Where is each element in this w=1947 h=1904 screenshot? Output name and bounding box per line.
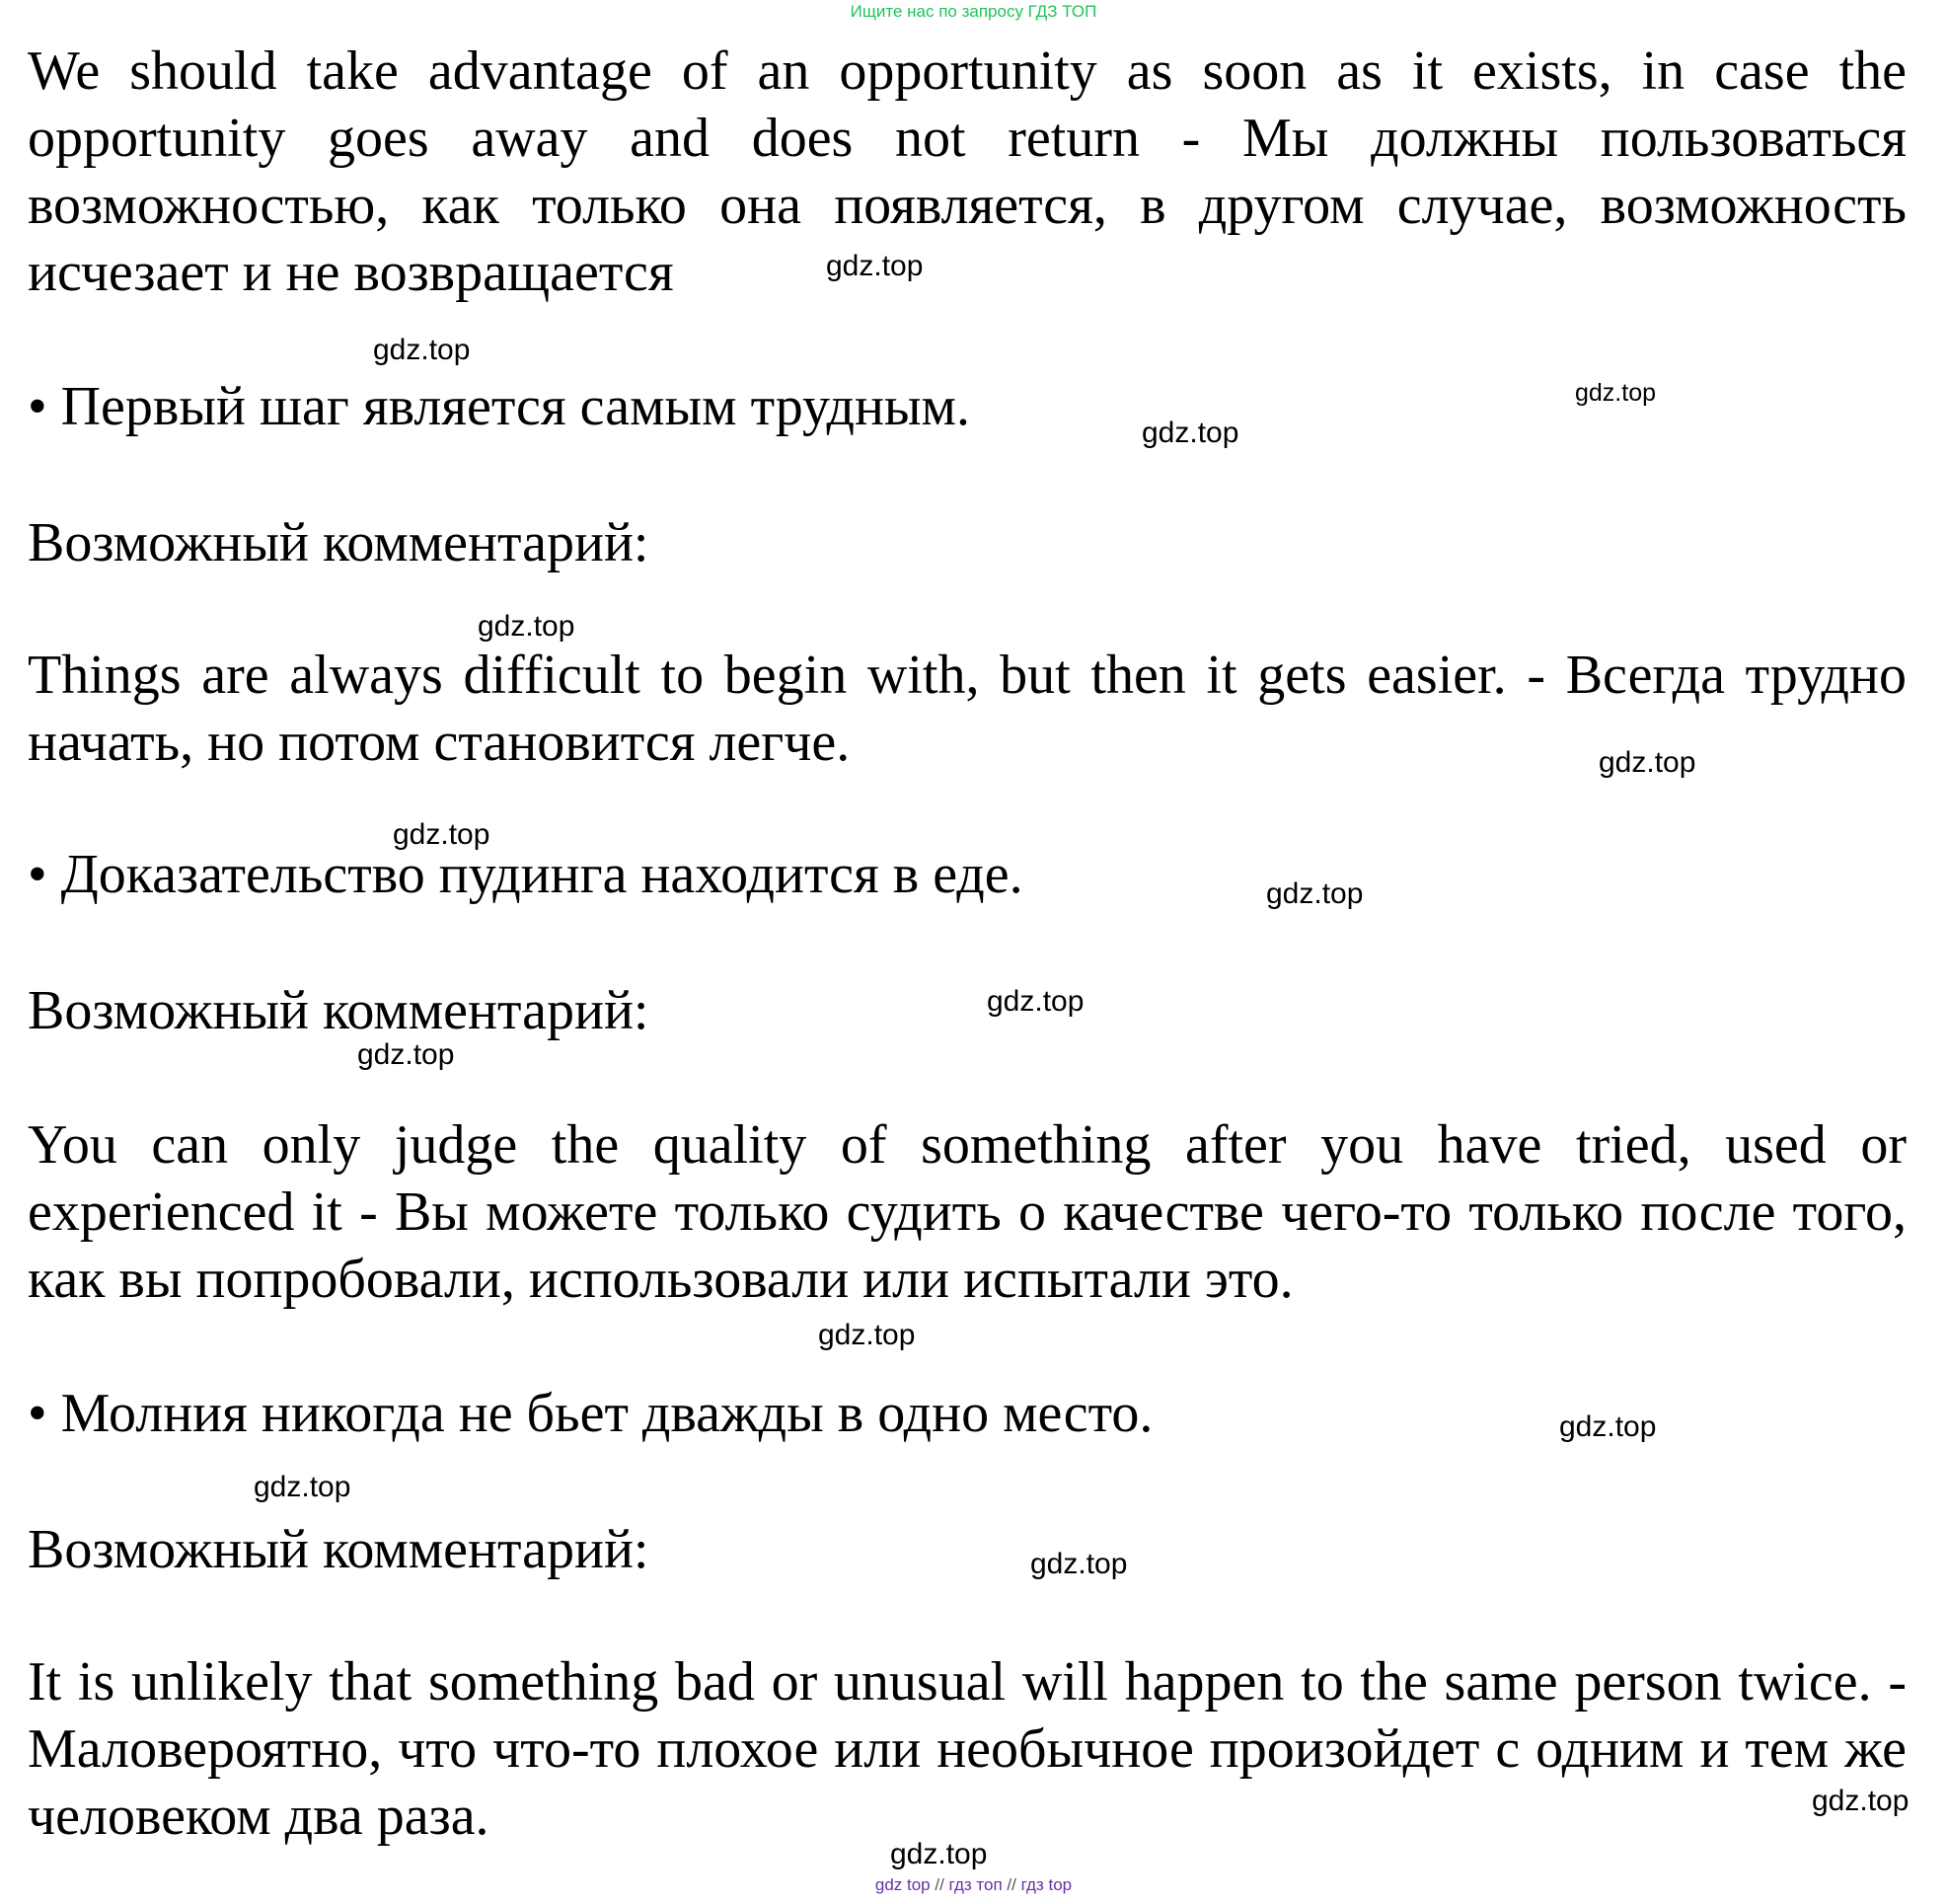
explanation-paragraph-4: It is unlikely that something bad or unusual will happen to the same person twice. - Маловероятно, что что-то плохое или необычное произойдет с одним и тем же человеком два раза. bbox=[28, 1651, 1907, 1847]
watermark: gdz.top bbox=[890, 1838, 988, 1870]
watermark: gdz.top bbox=[1575, 379, 1657, 407]
proverb-2: • Первый шаг является самым трудным. bbox=[28, 376, 970, 437]
watermark: gdz.top bbox=[818, 1319, 916, 1351]
watermark: gdz.top bbox=[393, 818, 490, 851]
proverb-3: • Доказательство пудинга находится в еде. bbox=[28, 844, 1023, 905]
header-banner: Ищите нас по запросу ГДЗ ТОП bbox=[850, 2, 1097, 21]
footer-link-gdz-top-ru[interactable]: гдз топ bbox=[948, 1875, 1003, 1894]
watermark: gdz.top bbox=[987, 985, 1085, 1018]
watermark: gdz.top bbox=[254, 1471, 351, 1503]
watermark: gdz.top bbox=[1599, 746, 1696, 779]
footer-separator: // bbox=[1007, 1875, 1016, 1894]
comment-label-2: Возможный комментарий: bbox=[28, 512, 649, 573]
explanation-paragraph-3: You can only judge the quality of something after you have tried, used or experienced it - Вы можете только судить о качестве чего-то только после того, как вы попробовали, использовали или испытали это. bbox=[28, 1114, 1907, 1310]
footer-separator: // bbox=[935, 1875, 944, 1894]
comment-label-4: Возможный комментарий: bbox=[28, 1519, 649, 1580]
comment-label-3: Возможный комментарий: bbox=[28, 980, 649, 1041]
watermark: gdz.top bbox=[1266, 877, 1364, 910]
watermark: gdz.top bbox=[1142, 417, 1239, 449]
watermark: gdz.top bbox=[357, 1038, 455, 1071]
watermark: gdz.top bbox=[1812, 1785, 1910, 1817]
explanation-paragraph-2: Things are always difficult to begin with, but then it gets easier. - Всегда трудно начать, но потом становится легче. bbox=[28, 645, 1907, 773]
watermark: gdz.top bbox=[478, 610, 575, 643]
proverb-4: • Молния никогда не бьет дважды в одно место. bbox=[28, 1383, 1154, 1444]
watermark: gdz.top bbox=[1559, 1410, 1657, 1443]
footer-links bbox=[0, 1875, 1947, 1895]
footer-link-gdz-top[interactable]: gdz top bbox=[874, 1875, 931, 1894]
footer-link-gdz-top-mixed[interactable]: гдз top bbox=[1020, 1875, 1073, 1894]
watermark: gdz.top bbox=[826, 250, 924, 282]
watermark: gdz.top bbox=[1030, 1548, 1128, 1580]
explanation-paragraph-1: We should take advantage of an opportunity as soon as it exists, in case the opportunity goes away and does not return - Мы должны пользоваться возможностью, как только она появляется, в другом случае, возможность исчезает и не возвращается bbox=[28, 40, 1907, 303]
watermark: gdz.top bbox=[373, 334, 471, 366]
